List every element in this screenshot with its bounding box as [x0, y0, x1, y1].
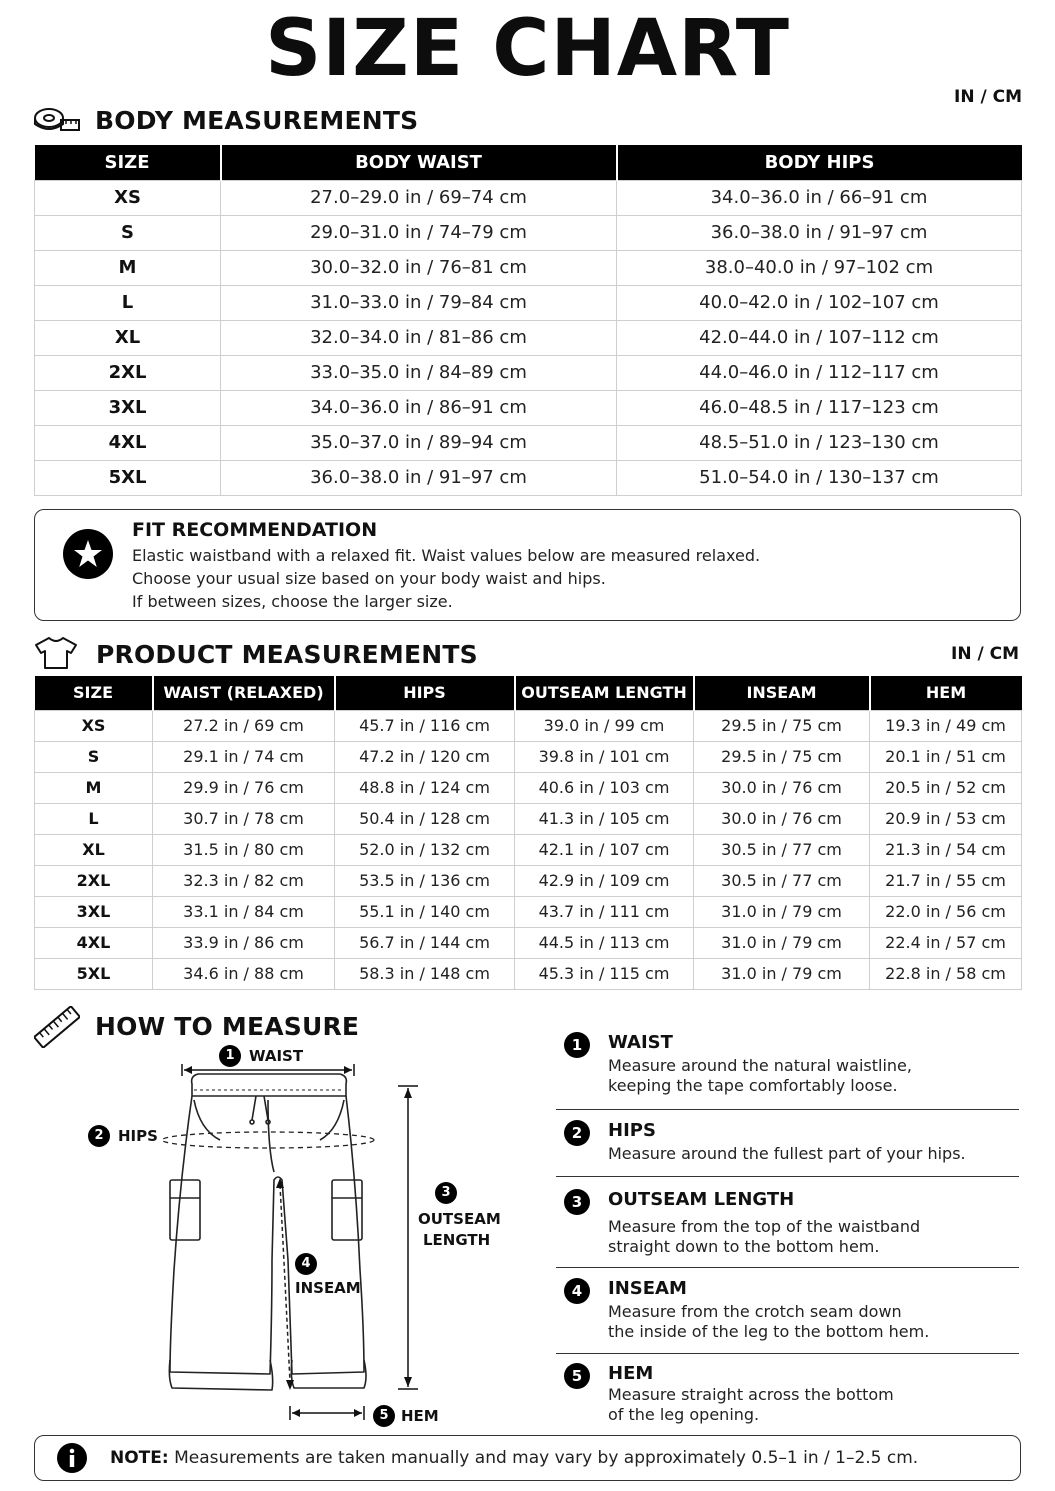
step-text	[608, 1056, 1008, 1096]
measurement-cell: 30.0–32.0 in / 76–81 cm	[221, 250, 617, 285]
measurement-cell: 20.1 in / 51 cm	[870, 741, 1022, 772]
table-row	[35, 927, 1022, 958]
measurement-cell: 29.5 in / 75 cm	[694, 710, 870, 741]
measurement-cell: 30.5 in / 77 cm	[694, 834, 870, 865]
measurement-cell: 30.0 in / 76 cm	[694, 772, 870, 803]
step-title: HEM	[608, 1363, 654, 1384]
pants-diagram	[160, 1060, 400, 1400]
measurement-cell: 31.0 in / 79 cm	[694, 896, 870, 927]
size-cell: 2XL	[35, 865, 153, 896]
measurement-cell: 39.0 in / 99 cm	[515, 710, 694, 741]
measurement-cell: 34.6 in / 88 cm	[153, 958, 335, 989]
hem-diagram-number: 5	[373, 1405, 395, 1427]
step-title: INSEAM	[608, 1278, 687, 1299]
divider	[556, 1176, 1019, 1177]
star-icon	[62, 528, 114, 580]
t-shirt-icon	[34, 636, 78, 670]
size-cell: L	[35, 803, 153, 834]
measurement-cell: 19.3 in / 49 cm	[870, 710, 1022, 741]
size-cell: XL	[35, 320, 221, 355]
measurement-cell: 29.9 in / 76 cm	[153, 772, 335, 803]
product-measurements-title: PRODUCT MEASUREMENTS	[96, 640, 478, 669]
measurement-cell: 44.0–46.0 in / 112–117 cm	[617, 355, 1022, 390]
size-cell: XL	[35, 834, 153, 865]
measurement-cell: 43.7 in / 111 cm	[515, 896, 694, 927]
measurement-cell: 30.5 in / 77 cm	[694, 865, 870, 896]
size-cell: 3XL	[35, 896, 153, 927]
column-header: INSEAM	[694, 676, 870, 710]
measurement-cell: 32.0–34.0 in / 81–86 cm	[221, 320, 617, 355]
measurement-cell: 36.0–38.0 in / 91–97 cm	[617, 215, 1022, 250]
measurement-cell: 36.0–38.0 in / 91–97 cm	[221, 460, 617, 495]
column-header: OUTSEAM LENGTH	[515, 676, 694, 710]
measurement-cell: 58.3 in / 148 cm	[335, 958, 515, 989]
divider	[556, 1353, 1019, 1354]
size-cell: XS	[35, 710, 153, 741]
fit-line: Elastic waistband with a relaxed fit. Waist values below are measured relaxed.	[132, 546, 761, 565]
measurement-cell: 52.0 in / 132 cm	[335, 834, 515, 865]
size-cell: M	[35, 250, 221, 285]
step-text	[608, 1385, 1008, 1425]
measurement-cell: 53.5 in / 136 cm	[335, 865, 515, 896]
measurement-cell: 40.6 in / 103 cm	[515, 772, 694, 803]
size-cell: 5XL	[35, 958, 153, 989]
size-cell: L	[35, 285, 221, 320]
step-line: keeping the tape comfortably loose.	[608, 1076, 898, 1095]
size-cell: XS	[35, 180, 221, 215]
outseam-diagram-label: OUTSEAM	[418, 1210, 501, 1228]
step-text	[608, 1302, 1008, 1342]
size-cell: 4XL	[35, 927, 153, 958]
measurement-cell: 20.5 in / 52 cm	[870, 772, 1022, 803]
measurement-cell: 30.7 in / 78 cm	[153, 803, 335, 834]
step-number: 4	[564, 1278, 590, 1304]
measurement-cell: 33.0–35.0 in / 84–89 cm	[221, 355, 617, 390]
column-header: BODY WAIST	[221, 145, 617, 180]
how-to-measure-title: HOW TO MEASURE	[95, 1012, 360, 1041]
measurement-cell: 45.7 in / 116 cm	[335, 710, 515, 741]
measurement-cell: 32.3 in / 82 cm	[153, 865, 335, 896]
inseam-diagram-number: 4	[295, 1253, 317, 1275]
measurement-cell: 21.7 in / 55 cm	[870, 865, 1022, 896]
measurement-cell: 34.0–36.0 in / 66–91 cm	[617, 180, 1022, 215]
step-line: the inside of the leg to the bottom hem.	[608, 1322, 930, 1341]
table-row	[35, 710, 1022, 741]
size-cell: S	[35, 741, 153, 772]
measurement-cell: 50.4 in / 128 cm	[335, 803, 515, 834]
units-label-product: IN / CM	[951, 644, 1019, 664]
size-cell: M	[35, 772, 153, 803]
table-row	[35, 355, 1022, 390]
column-header: BODY HIPS	[617, 145, 1022, 180]
step-line: Measure from the crotch seam down	[608, 1302, 902, 1321]
hem-diagram-label: HEM	[401, 1407, 439, 1425]
fit-title: FIT RECOMMENDATION	[132, 519, 378, 541]
size-cell: 3XL	[35, 390, 221, 425]
measurement-cell: 35.0–37.0 in / 89–94 cm	[221, 425, 617, 460]
measurement-cell: 33.1 in / 84 cm	[153, 896, 335, 927]
measurement-cell: 48.8 in / 124 cm	[335, 772, 515, 803]
column-header: HEM	[870, 676, 1022, 710]
divider	[556, 1267, 1019, 1268]
fit-line: Choose your usual size based on your body waist and hips.	[132, 569, 606, 588]
table-row	[35, 772, 1022, 803]
waist-diagram-label: WAIST	[249, 1047, 304, 1065]
measurement-cell: 27.0–29.0 in / 69–74 cm	[221, 180, 617, 215]
table-row	[35, 425, 1022, 460]
step-line: Measure from the top of the waistband	[608, 1217, 921, 1236]
body-measurements-table	[34, 145, 1022, 496]
hem-arrow	[288, 1404, 366, 1422]
outseam-diagram-label: LENGTH	[423, 1231, 491, 1249]
table-row	[35, 460, 1022, 495]
page-title: SIZE CHART	[265, 4, 790, 94]
step-text	[608, 1217, 1008, 1257]
step-title: WAIST	[608, 1032, 673, 1053]
column-header: SIZE	[35, 676, 153, 710]
size-cell: 2XL	[35, 355, 221, 390]
waist-diagram-number: 1	[219, 1045, 241, 1067]
measurement-cell: 21.3 in / 54 cm	[870, 834, 1022, 865]
measurement-cell: 44.5 in / 113 cm	[515, 927, 694, 958]
step-number: 1	[564, 1032, 590, 1058]
column-header: SIZE	[35, 145, 221, 180]
measurement-cell: 30.0 in / 76 cm	[694, 803, 870, 834]
product-measurements-table	[34, 676, 1022, 990]
measurement-cell: 38.0–40.0 in / 97–102 cm	[617, 250, 1022, 285]
table-row	[35, 803, 1022, 834]
ruler-icon	[34, 1006, 80, 1048]
step-text	[608, 1144, 1008, 1164]
tape-measure-icon	[33, 104, 81, 134]
note-text	[110, 1448, 918, 1468]
step-title: HIPS	[608, 1120, 656, 1141]
outseam-diagram-number: 3	[435, 1182, 457, 1204]
fit-line: If between sizes, choose the larger size.	[132, 592, 453, 611]
measurement-cell: 29.0–31.0 in / 74–79 cm	[221, 215, 617, 250]
units-label-body: IN / CM	[954, 87, 1022, 107]
note-label: NOTE:	[110, 1448, 169, 1468]
measurement-cell: 39.8 in / 101 cm	[515, 741, 694, 772]
measurement-cell: 46.0–48.5 in / 117–123 cm	[617, 390, 1022, 425]
table-row	[35, 285, 1022, 320]
outseam-arrow	[398, 1084, 418, 1392]
measurement-cell: 47.2 in / 120 cm	[335, 741, 515, 772]
measurement-cell: 56.7 in / 144 cm	[335, 927, 515, 958]
measurement-cell: 51.0–54.0 in / 130–137 cm	[617, 460, 1022, 495]
measurement-cell: 34.0–36.0 in / 86–91 cm	[221, 390, 617, 425]
size-cell: S	[35, 215, 221, 250]
measurement-cell: 27.2 in / 69 cm	[153, 710, 335, 741]
measurement-cell: 42.1 in / 107 cm	[515, 834, 694, 865]
table-row	[35, 250, 1022, 285]
measurement-cell: 20.9 in / 53 cm	[870, 803, 1022, 834]
size-cell: 4XL	[35, 425, 221, 460]
measurement-cell: 40.0–42.0 in / 102–107 cm	[617, 285, 1022, 320]
hips-diagram-label: HIPS	[118, 1127, 158, 1145]
measurement-cell: 48.5–51.0 in / 123–130 cm	[617, 425, 1022, 460]
note-body: Measurements are taken manually and may vary by approximately 0.5–1 in / 1–2.5 cm.	[168, 1448, 919, 1468]
table-row	[35, 180, 1022, 215]
size-cell: 5XL	[35, 460, 221, 495]
measurement-cell: 45.3 in / 115 cm	[515, 958, 694, 989]
table-row	[35, 390, 1022, 425]
table-row	[35, 320, 1022, 355]
step-number: 3	[564, 1189, 590, 1215]
measurement-cell: 41.3 in / 105 cm	[515, 803, 694, 834]
measurement-cell: 22.0 in / 56 cm	[870, 896, 1022, 927]
measurement-cell: 22.8 in / 58 cm	[870, 958, 1022, 989]
inseam-diagram-label: INSEAM	[295, 1279, 361, 1297]
step-number: 5	[564, 1363, 590, 1389]
step-line: of the leg opening.	[608, 1405, 760, 1424]
step-title: OUTSEAM LENGTH	[608, 1189, 795, 1210]
column-header: WAIST (RELAXED)	[153, 676, 335, 710]
step-line: Measure straight across the bottom	[608, 1385, 894, 1404]
measurement-cell: 22.4 in / 57 cm	[870, 927, 1022, 958]
table-row	[35, 741, 1022, 772]
measurement-cell: 31.5 in / 80 cm	[153, 834, 335, 865]
table-row	[35, 215, 1022, 250]
measurement-cell: 31.0 in / 79 cm	[694, 927, 870, 958]
step-line: Measure around the natural waistline,	[608, 1056, 912, 1075]
table-row	[35, 834, 1022, 865]
measurement-cell: 42.9 in / 109 cm	[515, 865, 694, 896]
table-row	[35, 896, 1022, 927]
divider	[556, 1109, 1019, 1110]
step-number: 2	[564, 1120, 590, 1146]
measurement-cell: 42.0–44.0 in / 107–112 cm	[617, 320, 1022, 355]
measurement-cell: 33.9 in / 86 cm	[153, 927, 335, 958]
column-header: HIPS	[335, 676, 515, 710]
table-row	[35, 865, 1022, 896]
info-icon	[57, 1443, 87, 1473]
measurement-cell: 29.1 in / 74 cm	[153, 741, 335, 772]
table-row	[35, 958, 1022, 989]
step-line: Measure around the fullest part of your hips.	[608, 1144, 966, 1163]
measurement-cell: 55.1 in / 140 cm	[335, 896, 515, 927]
body-measurements-title: BODY MEASUREMENTS	[95, 106, 419, 135]
step-line: straight down to the bottom hem.	[608, 1237, 880, 1256]
hips-diagram-number: 2	[88, 1125, 110, 1147]
measurement-cell: 31.0 in / 79 cm	[694, 958, 870, 989]
measurement-cell: 29.5 in / 75 cm	[694, 741, 870, 772]
measurement-cell: 31.0–33.0 in / 79–84 cm	[221, 285, 617, 320]
